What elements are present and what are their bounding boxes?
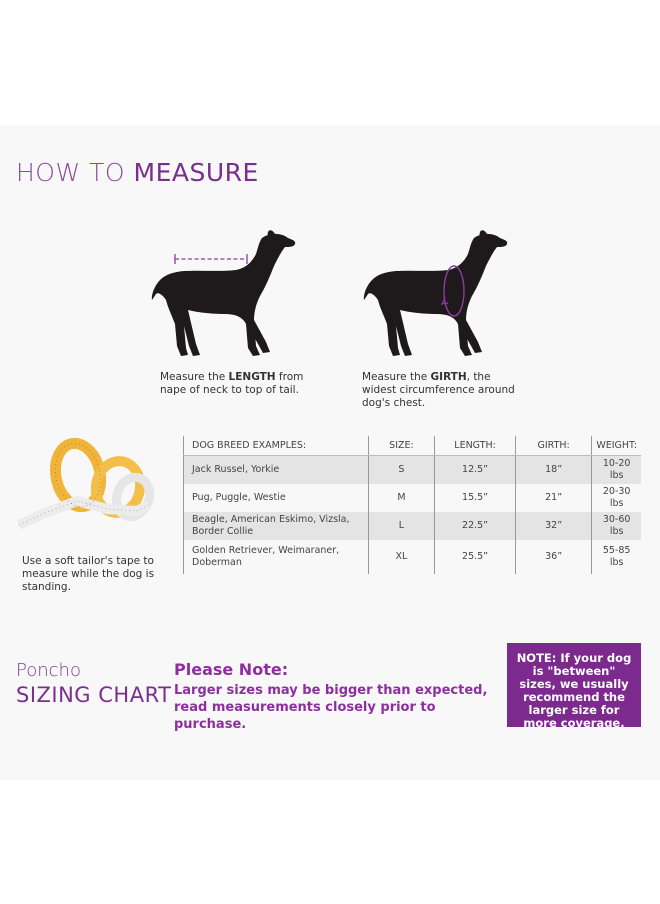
header-size: SIZE:	[368, 436, 435, 456]
table-row	[184, 512, 642, 540]
cell-breed: Beagle, American Eskimo, Vizsla, Border Collie	[184, 512, 369, 540]
cell-weight: 30-60 lbs	[592, 512, 641, 540]
girth-caption	[362, 371, 522, 410]
title-part-measure: MEASURE	[133, 158, 259, 187]
cell-girth: 21”	[515, 484, 591, 512]
girth-caption-prefix: Measure the	[362, 371, 431, 383]
cell-girth: 18”	[515, 456, 591, 485]
header-weight: WEIGHT:	[592, 436, 641, 456]
length-caption-suffix: from nape of neck to top of tail.	[160, 371, 304, 396]
length-caption-bold: LENGTH	[228, 371, 276, 383]
cell-breed: Golden Retriever, Weimaraner, Doberman	[184, 540, 369, 574]
length-caption-prefix: Measure the	[160, 371, 229, 383]
table-row	[184, 484, 642, 512]
cell-size: S	[368, 456, 435, 485]
dog-girth-illustration	[362, 228, 512, 363]
page-title	[16, 158, 259, 187]
cell-girth: 32”	[515, 512, 591, 540]
header-length: LENGTH:	[435, 436, 516, 456]
dog-length-illustration	[150, 228, 300, 363]
girth-caption-suffix: , the widest circumference around dog's chest.	[362, 371, 515, 409]
cell-size: XL	[368, 540, 435, 574]
header-girth: GIRTH:	[515, 436, 591, 456]
table-header-row	[184, 436, 642, 456]
cell-breed: Pug, Puggle, Westie	[184, 484, 369, 512]
measuring-tape-illustration	[15, 435, 160, 535]
cell-size: M	[368, 484, 435, 512]
cell-length: 22.5”	[435, 512, 516, 540]
cell-weight: 55-85 lbs	[592, 540, 641, 574]
tape-caption: Use a soft tailor's tape to measure while the dog is standing.	[22, 555, 155, 593]
poncho-title-line1: Poncho	[16, 660, 81, 681]
length-caption	[160, 371, 310, 397]
between-sizes-note: NOTE: If your dog is "between" sizes, we usually recommend the larger size for more coverage.	[507, 643, 641, 727]
cell-length: 25.5”	[435, 540, 516, 574]
cell-girth: 36”	[515, 540, 591, 574]
title-part-how-to: HOW TO	[16, 158, 134, 187]
cell-length: 15.5”	[435, 484, 516, 512]
cell-weight: 20-30 lbs	[592, 484, 641, 512]
table-row	[184, 456, 642, 485]
cell-length: 12.5”	[435, 456, 516, 485]
note-body: Larger sizes may be bigger than expected, read measurements closely prior to purchase.	[174, 683, 488, 732]
header-breed: DOG BREED EXAMPLES:	[184, 436, 369, 456]
poncho-title	[16, 660, 171, 708]
girth-caption-bold: GIRTH	[430, 371, 467, 383]
cell-weight: 10-20 lbs	[592, 456, 641, 485]
size-table	[183, 436, 641, 574]
cell-size: L	[368, 512, 435, 540]
poncho-title-line2: SIZING CHART	[16, 683, 172, 707]
table-row	[184, 540, 642, 574]
note-title: Please Note:	[174, 660, 289, 679]
cell-breed: Jack Russel, Yorkie	[184, 456, 369, 485]
